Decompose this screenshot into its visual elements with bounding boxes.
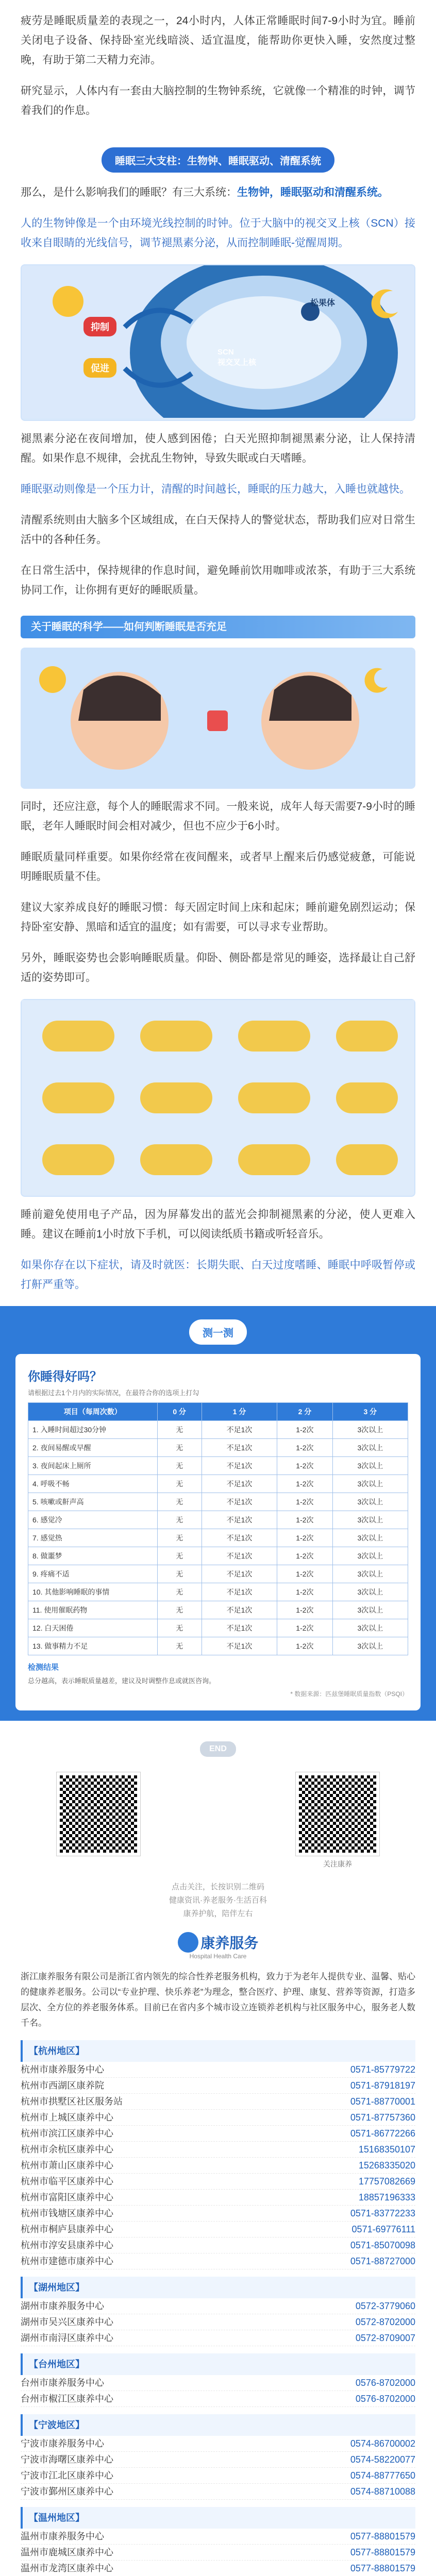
contact-name: 杭州市滨江区康养中心 <box>21 2128 113 2139</box>
contact-phone[interactable]: 0574-88710088 <box>350 2486 415 2497</box>
table-option-cell[interactable]: 1-2次 <box>277 1601 333 1619</box>
table-item-cell: 12. 白天困倦 <box>28 1619 158 1637</box>
table-option-cell[interactable]: 1-2次 <box>277 1439 333 1457</box>
table-option-cell[interactable]: 不足1次 <box>202 1583 277 1601</box>
contact-row <box>21 2436 415 2452</box>
test-subtitle: 请根据过去1个月内的实际情况，在最符合你的选项上打勾 <box>28 1389 199 1397</box>
table-option-cell[interactable]: 3次以上 <box>332 1565 408 1583</box>
table-option-cell[interactable]: 3次以上 <box>332 1493 408 1511</box>
contact-phone[interactable]: 0571-87918197 <box>350 2080 415 2091</box>
postures-grid <box>0 999 436 1197</box>
contact-name: 台州市康养服务中心 <box>21 2378 104 2388</box>
contact-phone[interactable]: 0576-8702000 <box>355 2378 415 2388</box>
contact-phone[interactable]: 0577-88801579 <box>350 2547 415 2557</box>
table-option-cell[interactable]: 无 <box>157 1493 202 1511</box>
table-option-cell[interactable]: 不足1次 <box>202 1511 277 1529</box>
contact-row <box>21 2298 415 2314</box>
test-pill: 测一测 <box>189 1319 247 1345</box>
intro-paragraph-2: 研究显示，人体内有一套由大脑控制的生物钟系统，它就像一个精准的时钟，调节着我们的作息。 <box>21 85 415 116</box>
contact-phone[interactable]: 0574-86700002 <box>350 2438 415 2449</box>
contact-phone[interactable]: 0571-83772233 <box>350 2208 415 2218</box>
table-option-cell[interactable]: 不足1次 <box>202 1565 277 1583</box>
contact-phone[interactable]: 0574-58220077 <box>350 2454 415 2465</box>
table-item-cell: 3. 夜间起床上厕所 <box>28 1457 158 1475</box>
qr-caption: 关注康养 <box>323 1860 352 1868</box>
table-row[interactable] <box>28 1511 408 1529</box>
table-option-cell[interactable]: 3次以上 <box>332 1637 408 1655</box>
contact-row <box>21 2222 415 2238</box>
contact-name: 宁波市鄞州区康养中心 <box>21 2486 113 2497</box>
table-option-cell[interactable]: 不足1次 <box>202 1475 277 1493</box>
contact-row <box>21 2484 415 2500</box>
table-item-cell: 4. 呼吸不畅 <box>28 1475 158 1493</box>
table-option-cell[interactable]: 3次以上 <box>332 1439 408 1457</box>
table-option-cell[interactable]: 无 <box>157 1475 202 1493</box>
contact-phone[interactable]: 0574-88777650 <box>350 2470 415 2481</box>
contact-name: 杭州市淳安县康养中心 <box>21 2240 113 2250</box>
footer-lines: 点击关注，长按识别二维码 健康资讯·养老服务·生活百科 康养护航，陪伴左右 <box>169 1883 267 1918</box>
pillars-pill: 睡眠三大支柱：生物钟、睡眠驱动、清醒系统 <box>102 147 334 173</box>
table-option-cell[interactable]: 不足1次 <box>202 1601 277 1619</box>
test-title: 你睡得好吗？ <box>28 1370 102 1384</box>
table-row[interactable] <box>28 1529 408 1547</box>
table-option-cell[interactable]: 无 <box>157 1421 202 1439</box>
table-option-cell[interactable]: 1-2次 <box>277 1547 333 1565</box>
table-header: 3 分 <box>332 1403 408 1421</box>
contact-name: 宁波市康养服务中心 <box>21 2438 104 2449</box>
table-row[interactable] <box>28 1493 408 1511</box>
contact-phone[interactable]: 17757082669 <box>358 2176 415 2187</box>
table-option-cell[interactable]: 无 <box>157 1601 202 1619</box>
table-option-cell[interactable]: 1-2次 <box>277 1565 333 1583</box>
table-option-cell[interactable]: 3次以上 <box>332 1421 408 1439</box>
contact-phone[interactable]: 0572-8702000 <box>355 2317 415 2327</box>
contact-name: 杭州市拱墅区社区服务站 <box>21 2096 123 2107</box>
contact-name: 杭州市西湖区康养院 <box>21 2080 104 2091</box>
contact-row <box>21 2529 415 2545</box>
table-item-cell: 1. 入睡时间超过30分钟 <box>28 1421 158 1439</box>
section3 <box>0 1205 436 1295</box>
contact-phone[interactable]: 0571-85779722 <box>350 2064 415 2075</box>
contact-row <box>21 2468 415 2484</box>
table-option-cell[interactable]: 1-2次 <box>277 1511 333 1529</box>
table-item-cell: 11. 使用催眠药物 <box>28 1601 158 1619</box>
table-row[interactable] <box>28 1583 408 1601</box>
contact-name: 湖州市南浔区康养中心 <box>21 2333 113 2343</box>
see-doctor-paragraph: 如果你存在以下症状，请及时就医：长期失眠、白天过度嗜睡、睡眠中呼吸暂停或打鼾严重等。 <box>21 1259 415 1291</box>
table-option-cell[interactable]: 无 <box>157 1457 202 1475</box>
table-item-cell: 6. 感觉冷 <box>28 1511 158 1529</box>
table-option-cell[interactable]: 不足1次 <box>202 1457 277 1475</box>
table-option-cell[interactable]: 不足1次 <box>202 1421 277 1439</box>
brain-illustration <box>22 265 414 418</box>
contact-phone[interactable]: 0576-8702000 <box>355 2394 415 2404</box>
contact-name: 杭州市萧山区康养中心 <box>21 2160 113 2171</box>
table-option-cell[interactable]: 1-2次 <box>277 1475 333 1493</box>
contact-row <box>21 2110 415 2126</box>
contact-name: 杭州市临平区康养中心 <box>21 2176 113 2187</box>
contact-row <box>21 2375 415 2391</box>
result-label: 检测结果 <box>28 1663 59 1672</box>
table-item-cell: 10. 其他影响睡眠的事情 <box>28 1583 158 1601</box>
company-section <box>0 1932 436 2031</box>
contact-name: 杭州市上城区康养中心 <box>21 2112 113 2123</box>
contact-row <box>21 2062 415 2078</box>
table-option-cell[interactable]: 3次以上 <box>332 1529 408 1547</box>
brain-diagram <box>0 264 436 421</box>
contact-name: 杭州市康养服务中心 <box>21 2064 104 2075</box>
contact-row <box>21 2078 415 2094</box>
table-row[interactable] <box>28 1565 408 1583</box>
sleep-drive-paragraph: 睡眠驱动则像是一个压力计，清醒的时间越长，睡眠的压力越大，入睡也就越快。 <box>21 483 410 495</box>
table-option-cell[interactable]: 1-2次 <box>277 1493 333 1511</box>
sleep-posture-paragraph: 另外，睡眠姿势也会影响睡眠质量。仰卧、侧卧都是常见的睡姿，选择最让自己舒适的姿势即可。 <box>21 952 415 984</box>
contact-phone[interactable]: 0571-85070098 <box>350 2240 415 2250</box>
table-option-cell[interactable]: 1-2次 <box>277 1421 333 1439</box>
table-option-cell[interactable]: 1-2次 <box>277 1583 333 1601</box>
table-option-cell[interactable]: 无 <box>157 1511 202 1529</box>
contact-name: 杭州市建德市康养中心 <box>21 2256 113 2266</box>
table-option-cell[interactable]: 不足1次 <box>202 1619 277 1637</box>
table-item-cell: 2. 夜间易醒或早醒 <box>28 1439 158 1457</box>
scn-label: SCN 视交叉上核 <box>217 348 257 367</box>
sleep-habits-paragraph: 建议大家养成良好的睡眠习惯：每天固定时间上床和起床；睡前避免剧烈运动；保持卧室安静、黑暗和适宜的温度；如有需要，可以寻求专业帮助。 <box>21 902 415 933</box>
contact-name: 台州市椒江区康养中心 <box>21 2394 113 2404</box>
contact-row <box>21 2126 415 2142</box>
table-option-cell[interactable]: 1-2次 <box>277 1619 333 1637</box>
contact-name: 杭州市富阳区康养中心 <box>21 2192 113 2202</box>
contact-group-title: 【温州地区】 <box>21 2507 415 2529</box>
table-row[interactable] <box>28 1547 408 1565</box>
table-item-cell: 13. 做事精力不足 <box>28 1637 158 1655</box>
table-row[interactable] <box>28 1421 408 1439</box>
sleep-quality-paragraph: 睡眠质量同样重要。如果你经常在夜间醒来，或者早上醒来后仍感觉疲惫，可能说明睡眠质量不佳。 <box>21 851 415 883</box>
table-option-cell[interactable]: 1-2次 <box>277 1457 333 1475</box>
contact-phone[interactable]: 0571-87757360 <box>350 2112 415 2123</box>
intro-section <box>0 0 436 253</box>
contact-phone[interactable]: 0571-88770001 <box>350 2096 415 2107</box>
sleep-test-block <box>0 1306 436 1721</box>
table-row[interactable] <box>28 1619 408 1637</box>
table-item-cell: 8. 做噩梦 <box>28 1547 158 1565</box>
contact-phone[interactable]: 0577-88801579 <box>350 2531 415 2541</box>
circadian-explanation: 人的生物钟像是一个由环境光线控制的时钟。位于大脑中的视交叉上核（SCN）接收来自眼睛的光线信号，调节褪黑素分泌，从而控制睡眠-觉醒周期。 <box>21 217 415 249</box>
table-option-cell[interactable]: 不足1次 <box>202 1547 277 1565</box>
table-option-cell[interactable]: 1-2次 <box>277 1529 333 1547</box>
contact-row <box>21 2142 415 2158</box>
contact-row <box>21 2174 415 2190</box>
test-card <box>15 1354 421 1710</box>
qr-code-right[interactable] <box>296 1772 379 1856</box>
table-item-cell: 7. 感觉热 <box>28 1529 158 1547</box>
table-option-cell[interactable]: 无 <box>157 1547 202 1565</box>
contact-name: 杭州市余杭区康养中心 <box>21 2144 113 2155</box>
contact-row <box>21 2391 415 2407</box>
company-logo-icon <box>178 1932 198 1953</box>
table-option-cell[interactable]: 不足1次 <box>202 1529 277 1547</box>
contact-row <box>21 2314 415 2330</box>
contact-row <box>21 2158 415 2174</box>
promote-label: 促进 <box>83 358 116 378</box>
contact-name: 宁波市江北区康养中心 <box>21 2470 113 2481</box>
contact-phone[interactable]: 15168350107 <box>358 2144 415 2155</box>
contact-name: 宁波市海曙区康养中心 <box>21 2454 113 2465</box>
qr-row <box>0 1772 436 1869</box>
table-option-cell[interactable]: 无 <box>157 1439 202 1457</box>
contact-phone[interactable]: 15268335020 <box>358 2160 415 2171</box>
contact-row <box>21 2094 415 2110</box>
table-row[interactable] <box>28 1439 408 1457</box>
table-item-cell: 9. 疼痛不适 <box>28 1565 158 1583</box>
sun-icon <box>53 286 83 317</box>
contact-phone[interactable]: 0572-3779060 <box>355 2301 415 2311</box>
company-logo-sub: Hospital Health Care <box>189 1953 247 1960</box>
table-option-cell[interactable]: 3次以上 <box>332 1511 408 1529</box>
table-option-cell[interactable]: 不足1次 <box>202 1637 277 1655</box>
table-option-cell[interactable]: 3次以上 <box>332 1457 408 1475</box>
para2-section <box>0 429 436 600</box>
contact-group-title: 【台州地区】 <box>21 2353 415 2375</box>
contact-phone[interactable]: 0577-88801579 <box>350 2563 415 2573</box>
test-table <box>28 1402 408 1655</box>
table-row[interactable] <box>28 1637 408 1655</box>
wake-system-paragraph: 清醒系统则由大脑多个区域组成，在白天保持人的警觉状态，帮助我们应对日常生活中的各种任务。 <box>21 514 415 546</box>
table-header: 0 分 <box>157 1403 202 1421</box>
contact-group-title: 【杭州地区】 <box>21 2040 415 2062</box>
contact-group-title: 【湖州地区】 <box>21 2277 415 2298</box>
table-option-cell[interactable]: 3次以上 <box>332 1601 408 1619</box>
contact-row <box>21 2253 415 2269</box>
contact-name: 温州市龙湾区康养中心 <box>21 2563 113 2573</box>
contact-group-title: 【宁波地区】 <box>21 2414 415 2436</box>
sun-icon <box>39 666 66 693</box>
table-header: 2 分 <box>277 1403 333 1421</box>
melatonin-paragraph: 褪黑素分泌在夜间增加，使人感到困倦；白天光照抑制褪黑素分泌，让人保持清醒。如果作息不规律，会扰乱生物钟，导致失眠或白天嗜睡。 <box>21 433 415 464</box>
company-intro: 浙江康养服务有限公司是浙江省内领先的综合性养老服务机构，致力于为老年人提供专业、温馨、贴心的健康养老服务。公司以“专业护理、快乐养老”为理念，整合医疗、护理、康复、营养等资源，打造多层次、全方位的养老服务体系。目前已在省内多个城市设立连锁养老机构与社区服务中心，服务老人数千名。 <box>21 1972 415 2028</box>
table-option-cell[interactable]: 3次以上 <box>332 1619 408 1637</box>
contact-row <box>21 2545 415 2561</box>
intro-paragraph-1: 疲劳是睡眠质量差的表现之一，24小时内，人体正常睡眠时间7-9小时为宜。睡前关闭电子设备、保持卧室光线暗淡、适宜温度，能帮助你更快入睡，安然度过整晚，有助于第二天精力充沛。 <box>21 15 415 66</box>
contact-name: 杭州市桐庐县康养中心 <box>21 2224 113 2234</box>
contact-row <box>21 2238 415 2253</box>
contact-phone[interactable]: 18857196333 <box>358 2192 415 2202</box>
table-option-cell[interactable]: 无 <box>157 1565 202 1583</box>
contact-phone[interactable]: 0571-88727000 <box>350 2256 415 2266</box>
company-logo-text: 康养服务 <box>200 1935 259 1951</box>
table-row[interactable] <box>28 1457 408 1475</box>
section2 <box>0 616 436 988</box>
screen-paragraph: 睡前避免使用电子产品，因为屏幕发出的蓝光会抑制褪黑素的分泌，使人更难入睡。建议在睡前1小时放下手机，可以阅读纸质书籍或听轻音乐。 <box>21 1209 415 1240</box>
contact-row <box>21 2206 415 2222</box>
contact-name: 湖州市吴兴区康养中心 <box>21 2317 113 2327</box>
contact-phone[interactable]: 0571-86772266 <box>350 2128 415 2139</box>
contact-row <box>21 2330 415 2346</box>
table-header: 1 分 <box>202 1403 277 1421</box>
test-source: * 数据来源：匹兹堡睡眠质量指数（PSQI） <box>290 1690 408 1698</box>
inhibit-label: 抑制 <box>83 317 116 336</box>
table-option-cell[interactable]: 无 <box>157 1619 202 1637</box>
contact-name: 湖州市康养服务中心 <box>21 2301 104 2311</box>
table-row[interactable] <box>28 1601 408 1619</box>
contact-name: 温州市鹿城区康养中心 <box>21 2547 113 2557</box>
table-option-cell[interactable]: 3次以上 <box>332 1547 408 1565</box>
contact-phone[interactable]: 0572-8709007 <box>355 2333 415 2343</box>
contact-name: 温州市康养服务中心 <box>21 2531 104 2541</box>
sleep-wake-illustration <box>21 648 415 789</box>
contact-row <box>21 2561 415 2576</box>
contact-row <box>21 2190 415 2206</box>
tips-paragraph: 在日常生活中，保持规律的作息时间，避免睡前饮用咖啡或浓茶，有助于三大系统协同工作，让你拥有更好的睡眠质量。 <box>21 565 415 596</box>
pineal-label: 松果体 <box>310 299 336 308</box>
end-badge: END <box>200 1741 236 1757</box>
section2-banner: 关于睡眠的科学——如何判断睡眠是否充足 <box>21 616 415 638</box>
contact-row <box>21 2452 415 2468</box>
table-row[interactable] <box>28 1475 408 1493</box>
intro-paragraph-3: 那么，是什么影响我们的睡眠？有三大系统：生物钟，睡眠驱动和清醒系统。 <box>21 187 389 198</box>
table-option-cell[interactable]: 3次以上 <box>332 1475 408 1493</box>
table-option-cell[interactable]: 无 <box>157 1583 202 1601</box>
table-option-cell[interactable]: 1-2次 <box>277 1637 333 1655</box>
contact-phone[interactable]: 0571-69776111 <box>351 2224 415 2234</box>
table-option-cell[interactable]: 不足1次 <box>202 1439 277 1457</box>
result-text: 总分越高，表示睡眠质量越差，建议及时调整作息或就医咨询。 <box>28 1677 216 1685</box>
sleep-need-paragraph: 同时，还应注意，每个人的睡眠需求不同。一般来说，成年人每天需要7-9小时的睡眠，老年人睡眠时间会相对减少，但也不应少于6小时。 <box>21 801 415 832</box>
table-option-cell[interactable]: 3次以上 <box>332 1583 408 1601</box>
table-option-cell[interactable]: 无 <box>157 1529 202 1547</box>
qr-code-left[interactable] <box>57 1772 140 1856</box>
contact-name: 杭州市钱塘区康养中心 <box>21 2208 113 2218</box>
table-option-cell[interactable]: 不足1次 <box>202 1493 277 1511</box>
table-option-cell[interactable]: 无 <box>157 1637 202 1655</box>
table-item-cell: 5. 咳嗽或鼾声高 <box>28 1493 158 1511</box>
contacts-list <box>0 2040 436 2576</box>
table-header: 项目（每周次数） <box>28 1403 158 1421</box>
